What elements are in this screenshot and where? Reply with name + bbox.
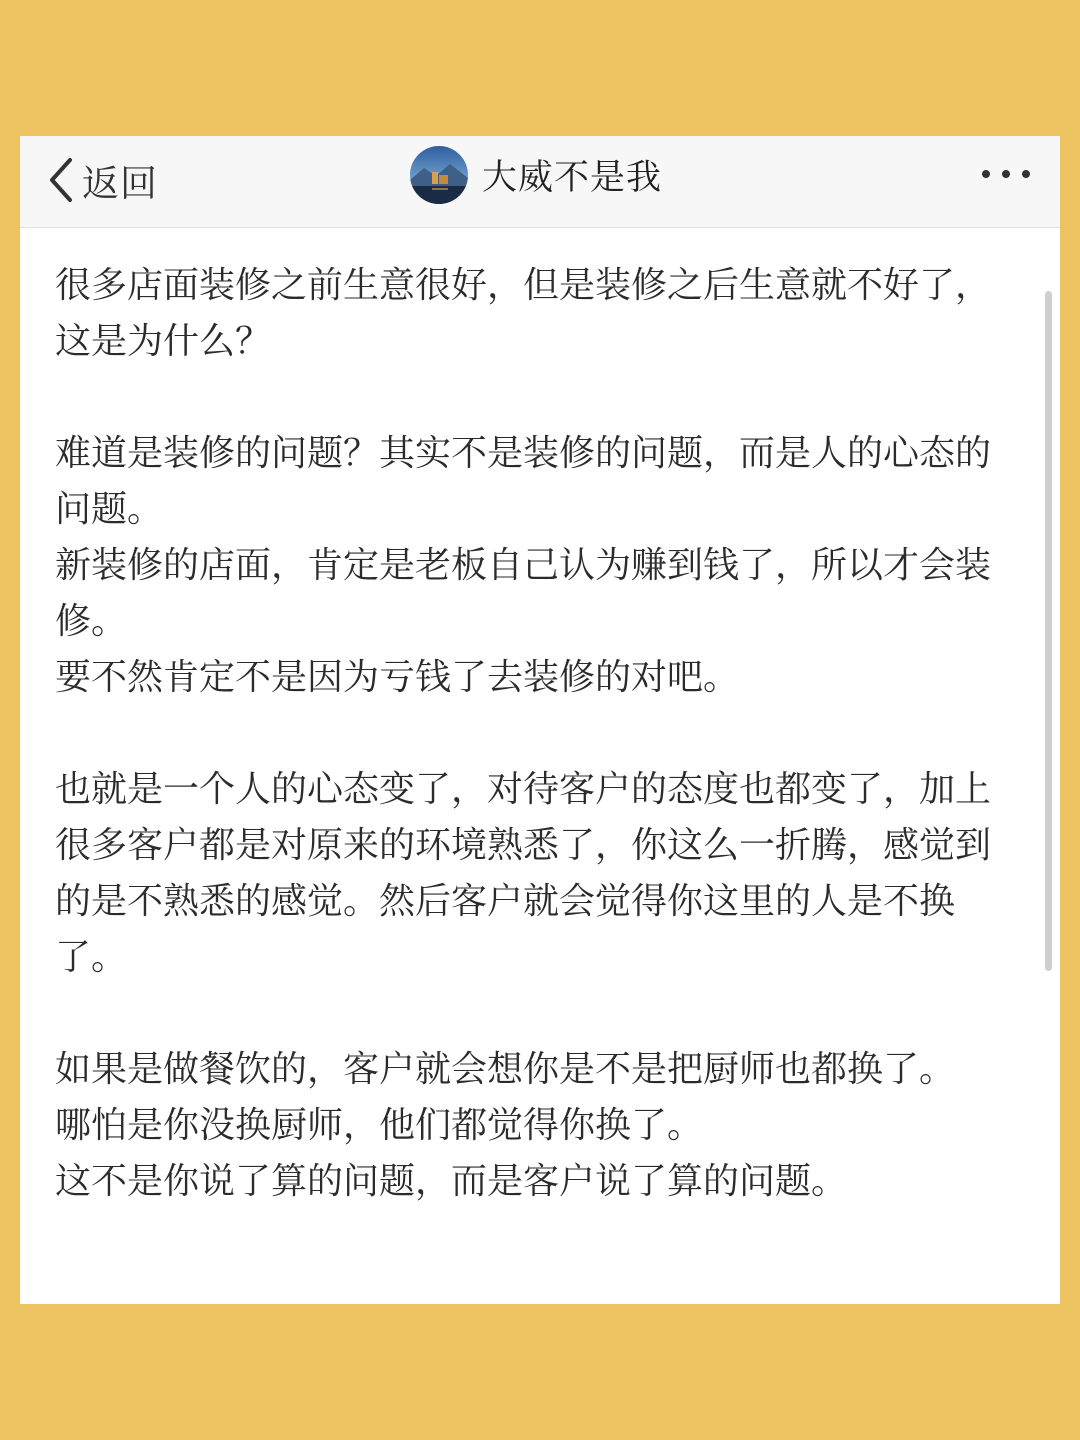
top-nav-bar — [20, 136, 1060, 228]
paragraph-line: 这不是你说了算的问题，而是客户说了算的问题。 — [55, 1161, 848, 1202]
more-horizontal-icon-dot — [1002, 170, 1010, 178]
author-profile[interactable] — [410, 145, 662, 205]
paragraph-line: 很多店面装修之前生意很好，但是装修之后生意就不好了，这是为什么？ — [55, 265, 992, 362]
avatar[interactable] — [410, 146, 468, 204]
more-horizontal-icon-dot — [1022, 170, 1030, 178]
paragraph-line: 难道是装修的问题？其实不是装修的问题，而是人的心态的问题。 — [55, 433, 992, 530]
more-options-button[interactable] — [982, 166, 1030, 182]
article-body — [55, 258, 1015, 1210]
paragraph-line: 如果是做餐饮的，客户就会想你是不是把厨师也都换了。 — [55, 1049, 956, 1090]
paragraph-line: 也就是一个人的心态变了，对待客户的态度也都变了，加上很多客户都是对原来的环境熟悉了，你这么一折腾，感觉到的是不熟悉的感觉。然后客户就会觉得你这里的人是不换了。 — [55, 769, 992, 978]
more-horizontal-icon-dot — [982, 170, 990, 178]
back-label: 返回 — [82, 162, 158, 205]
paragraph-2 — [55, 426, 1015, 706]
paragraph-1 — [55, 258, 1015, 370]
paragraph-line: 哪怕是你没换厨师，他们都觉得你换了。 — [55, 1105, 704, 1146]
paragraph-line: 要不然肯定不是因为亏钱了去装修的对吧。 — [55, 657, 740, 698]
post-card — [20, 136, 1060, 1304]
paragraph-line: 新装修的店面，肯定是老板自己认为赚到钱了，所以才会装修。 — [55, 545, 992, 642]
author-name[interactable]: 大威不是我 — [482, 158, 663, 198]
back-button[interactable] — [46, 150, 158, 210]
paragraph-3 — [55, 762, 1015, 986]
chevron-left-icon — [46, 156, 76, 204]
paragraph-4 — [55, 1042, 1015, 1210]
scrollbar[interactable] — [1045, 291, 1052, 971]
